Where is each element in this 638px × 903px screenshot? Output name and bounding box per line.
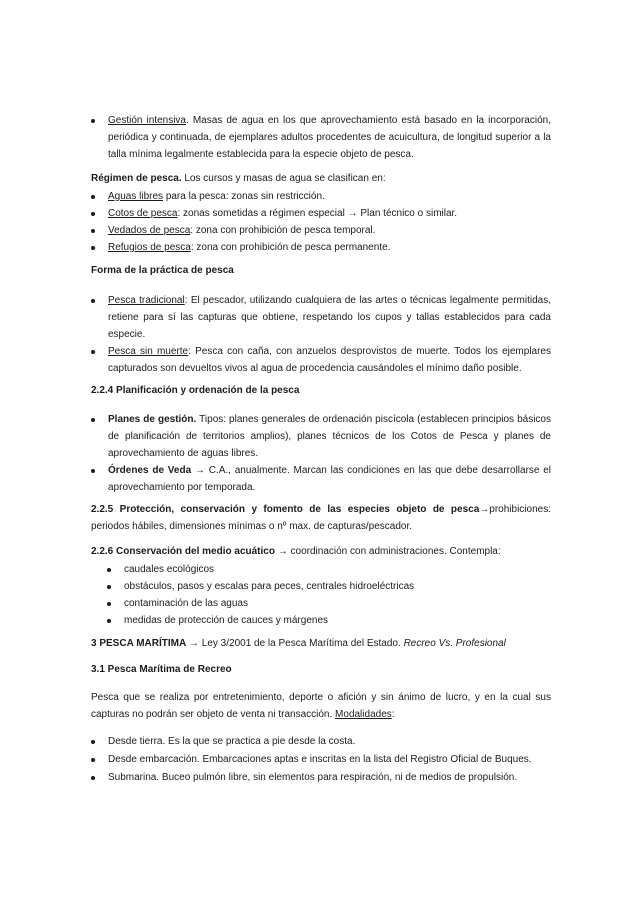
- practice-heading: Forma de la práctica de pesca: [91, 265, 234, 276]
- recreational-paragraph: [91, 689, 551, 723]
- practice-list: [91, 292, 551, 377]
- regimen-item-term: Vedados de pesca: [108, 225, 191, 236]
- modality-item: [91, 769, 551, 786]
- bullet-icon: [91, 119, 95, 123]
- bullet-icon: [91, 350, 95, 354]
- maritime-emphasis: Recreo Vs. Profesional: [403, 638, 506, 649]
- practice-item-text: : Pesca con caña, con anzuelos desprovistos de muerte. Todos los ejemplares capturados son devueltos vivos al agua de procedencia causándoles el mínimo daño posible.: [108, 346, 551, 374]
- right-arrow-icon: →: [347, 208, 358, 219]
- planning-item-term: Órdenes de Veda: [108, 465, 192, 476]
- regimen-item-term: Cotos de pesca: [108, 208, 178, 219]
- bullet-icon: [91, 740, 95, 744]
- planning-item-text: Tipos: planes generales de ordenación piscícola (establecen principios básicos de planificación de territorios amplios), planes técnicos de los Cotos de Pesca y planes de aprovechamiento de aguas libres.: [108, 414, 551, 459]
- regimen-item-vedados: [91, 222, 551, 239]
- conservation-item-text: contaminación de las aguas: [124, 598, 248, 609]
- practice-item-text: : El pescador, utilizando cualquiera de las artes o técnicas legalmente permitidas, retiene para sí las capturas que obtiene, respetando los cupos y tallas establecidos para cada especie.: [108, 295, 552, 340]
- bullet-icon: [91, 758, 95, 762]
- planning-item-text: C.A., anualmente. Marcan las condiciones en las que debe desarrollarse el aprovechamiento por temporada.: [108, 465, 552, 493]
- right-arrow-icon: →: [188, 638, 199, 649]
- conservation-item-text: obstáculos, pasos y escalas para peces, centrales hidroeléctricas: [124, 581, 415, 592]
- regimen-item-cotos: [91, 205, 551, 222]
- regimen-paragraph: [91, 170, 551, 187]
- intensive-management-term: Gestión intensiva: [108, 115, 186, 126]
- regimen-item-refugios: [91, 239, 551, 256]
- bullet-icon: [107, 602, 111, 606]
- regimen-list: [91, 188, 551, 256]
- bullet-icon: [91, 776, 95, 780]
- planning-item-term: Planes de gestión.: [108, 414, 197, 425]
- regimen-item-text: : zona con prohibición de pesca permanente.: [190, 242, 391, 253]
- conservation-item-text: caudales ecológicos: [124, 564, 215, 575]
- regimen-item-aguas-libres: [91, 188, 551, 205]
- practice-item-term: Pesca sin muerte: [108, 346, 189, 357]
- regimen-item-after: Plan técnico o similar.: [360, 208, 458, 219]
- modality-item: [91, 751, 551, 768]
- modality-item-text: Submarina. Buceo pulmón libre, sin elementos para respiración, ni de medios de propulsión.: [108, 772, 518, 783]
- conservation-paragraph: [91, 543, 551, 560]
- protection-paragraph: [91, 501, 551, 535]
- intensive-management-text: . Masas de agua en los que aprovechamiento está basado en la incorporación, periódica y continuada, de ejemplares adultos procedentes de acuicultura, de longitud superior a la talla mínima legalmente establecida para la especie objeto de pesca.: [108, 115, 551, 160]
- bullet-icon: [107, 619, 111, 623]
- maritime-heading: 3 PESCA MARÍTIMA: [91, 638, 187, 649]
- bullet-icon: [91, 195, 95, 199]
- page-content: [91, 112, 551, 786]
- regimen-item-term: Refugios de pesca: [108, 242, 191, 253]
- maritime-paragraph: [91, 635, 551, 652]
- planning-item-management-plans: [91, 411, 551, 462]
- bullet-icon: [91, 299, 95, 303]
- practice-item-traditional: [91, 292, 551, 343]
- protection-heading: 2.2.5 Protección, conservación y fomento de las especies objeto de pesca: [91, 504, 480, 515]
- bullet-icon: [91, 418, 95, 422]
- planning-list: [91, 411, 551, 496]
- bullet-icon: [91, 246, 95, 250]
- recreational-heading: 3.1 Pesca Marítima de Recreo: [91, 664, 232, 675]
- conservation-item: [91, 612, 551, 629]
- bullet-icon: [91, 469, 95, 473]
- modality-item-text: Desde embarcación. Embarcaciones aptas e inscritas en la lista del Registro Oficial de Buques.: [108, 754, 532, 765]
- modalities-list: [91, 733, 551, 786]
- recreational-text: Pesca que se realiza por entretenimiento, deporte o afición y sin ánimo de lucro, y en la cual sus capturas no podrán ser objeto de venta ni transacción.: [91, 692, 551, 720]
- planning-item-veda-orders: [91, 462, 551, 496]
- conservation-list: [91, 561, 551, 629]
- right-arrow-icon: →: [194, 465, 205, 476]
- right-arrow-icon: →: [479, 504, 490, 515]
- bullet-icon: [107, 585, 111, 589]
- practice-item-catch-and-release: [91, 343, 551, 377]
- regimen-item-text: : zona con prohibición de pesca temporal.: [190, 225, 376, 236]
- conservation-item: [91, 578, 551, 595]
- bullet-icon: [91, 212, 95, 216]
- modalities-label: Modalidades: [335, 709, 392, 720]
- planning-heading: 2.2.4 Planificación y ordenación de la pesca: [91, 385, 300, 396]
- conservation-text: coordinación con administraciones. Contempla:: [290, 546, 501, 557]
- conservation-item: [91, 561, 551, 578]
- conservation-item: [91, 595, 551, 612]
- modalities-colon: :: [391, 709, 395, 720]
- bullet-icon: [107, 568, 111, 572]
- maritime-text: Ley 3/2001 de la Pesca Marítima del Estado.: [201, 638, 401, 649]
- practice-item-term: Pesca tradicional: [108, 295, 185, 306]
- modality-item: [91, 733, 551, 750]
- right-arrow-icon: →: [277, 546, 288, 557]
- regimen-intro: Los cursos y masas de agua se clasifican en:: [184, 173, 386, 184]
- regimen-item-text: : zonas sometidas a régimen especial: [177, 208, 345, 219]
- conservation-item-text: medidas de protección de cauces y márgenes: [124, 615, 329, 626]
- intensive-management-item: [91, 112, 551, 163]
- bullet-icon: [91, 229, 95, 233]
- conservation-heading: 2.2.6 Conservación del medio acuático: [91, 546, 275, 557]
- modality-item-text: Desde tierra. Es la que se practica a pie desde la costa.: [108, 736, 356, 747]
- regimen-item-term: Aguas libres: [108, 191, 164, 202]
- protection-text: prohibiciones: periodos hábiles, dimensiones mínimas o nº max. de capturas/pescador.: [91, 504, 551, 532]
- regimen-heading: Régimen de pesca.: [91, 173, 182, 184]
- regimen-item-text: para la pesca: zonas sin restricción.: [165, 191, 325, 202]
